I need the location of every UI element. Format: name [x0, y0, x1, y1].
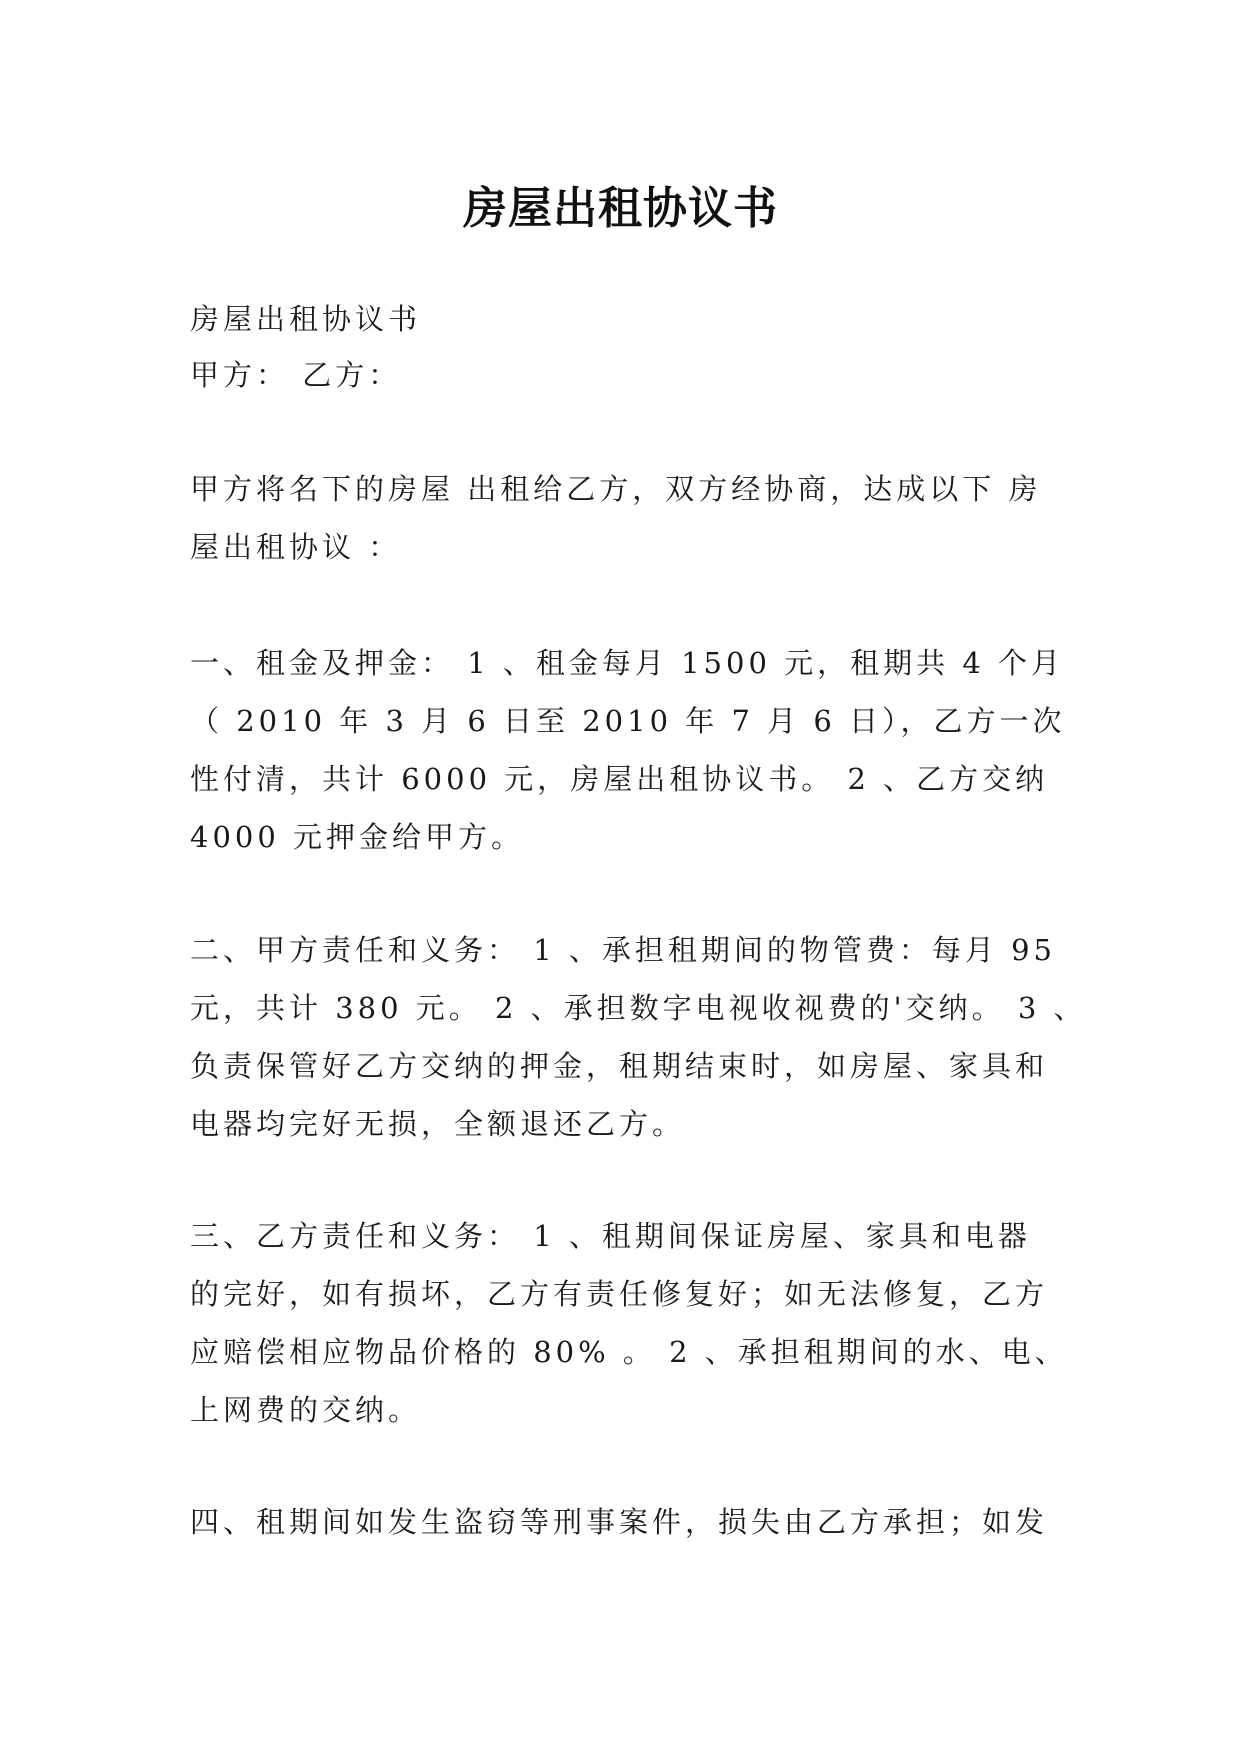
document-subtitle: [190, 290, 1070, 348]
section-line: 的完好，如有损坏，乙方有责任修复好；如无法修复，乙方: [190, 1277, 1049, 1311]
section-line: 上网费的交纳。: [190, 1393, 422, 1427]
section-line: 四、租期间如发生盗窃等刑事案件，损失由乙方承担；如发: [190, 1505, 1049, 1539]
intro-line: 屋出租协议 ：: [190, 530, 402, 564]
parties-text: 甲方： 乙方：: [190, 358, 402, 392]
section-line: 三、乙方责任和义务： 1 、租期间保证房屋、家具和电器: [190, 1219, 1031, 1253]
subtitle-line: 房屋出租协议书: [190, 302, 422, 336]
parties-line: [190, 346, 1070, 404]
intro-paragraph: [190, 460, 1070, 576]
section-line: 电器均完好无损，全额退还乙方。: [190, 1107, 686, 1141]
document-title: 房屋出租协议书: [463, 183, 778, 235]
section-line: 4000 元押金给甲方。: [190, 820, 525, 854]
section-line: 元，共计 380 元。 2 、承担数字电视收视费的'交纳。 3 、: [190, 991, 1087, 1025]
section-party-b-duties: [190, 1207, 1070, 1439]
section-line: 二、甲方责任和义务： 1 、承担租期间的物管费：每月 95: [190, 933, 1057, 967]
section-line: 应赔偿相应物品价格的 80% 。 2 、承担租期间的水、电、: [190, 1335, 1068, 1369]
section-party-a-duties: [190, 921, 1087, 1153]
section-rent-deposit: [190, 634, 1070, 866]
section-line: 性付清，共计 6000 元，房屋出租协议书。 2 、乙方交纳: [190, 762, 1049, 796]
section-line: 负责保管好乙方交纳的押金，租期结束时，如房屋、家具和: [190, 1049, 1049, 1083]
section-line: （ 2010 年 3 月 6 日至 2010 年 7 月 6 日），乙方一次: [190, 704, 1066, 738]
intro-line: 甲方将名下的房屋 出租给乙方，双方经协商，达成以下 房: [190, 472, 1042, 506]
section-theft-liability: [190, 1493, 1070, 1551]
section-line: 一、租金及押金： 1 、租金每月 1500 元，租期共 4 个月: [190, 646, 1065, 680]
